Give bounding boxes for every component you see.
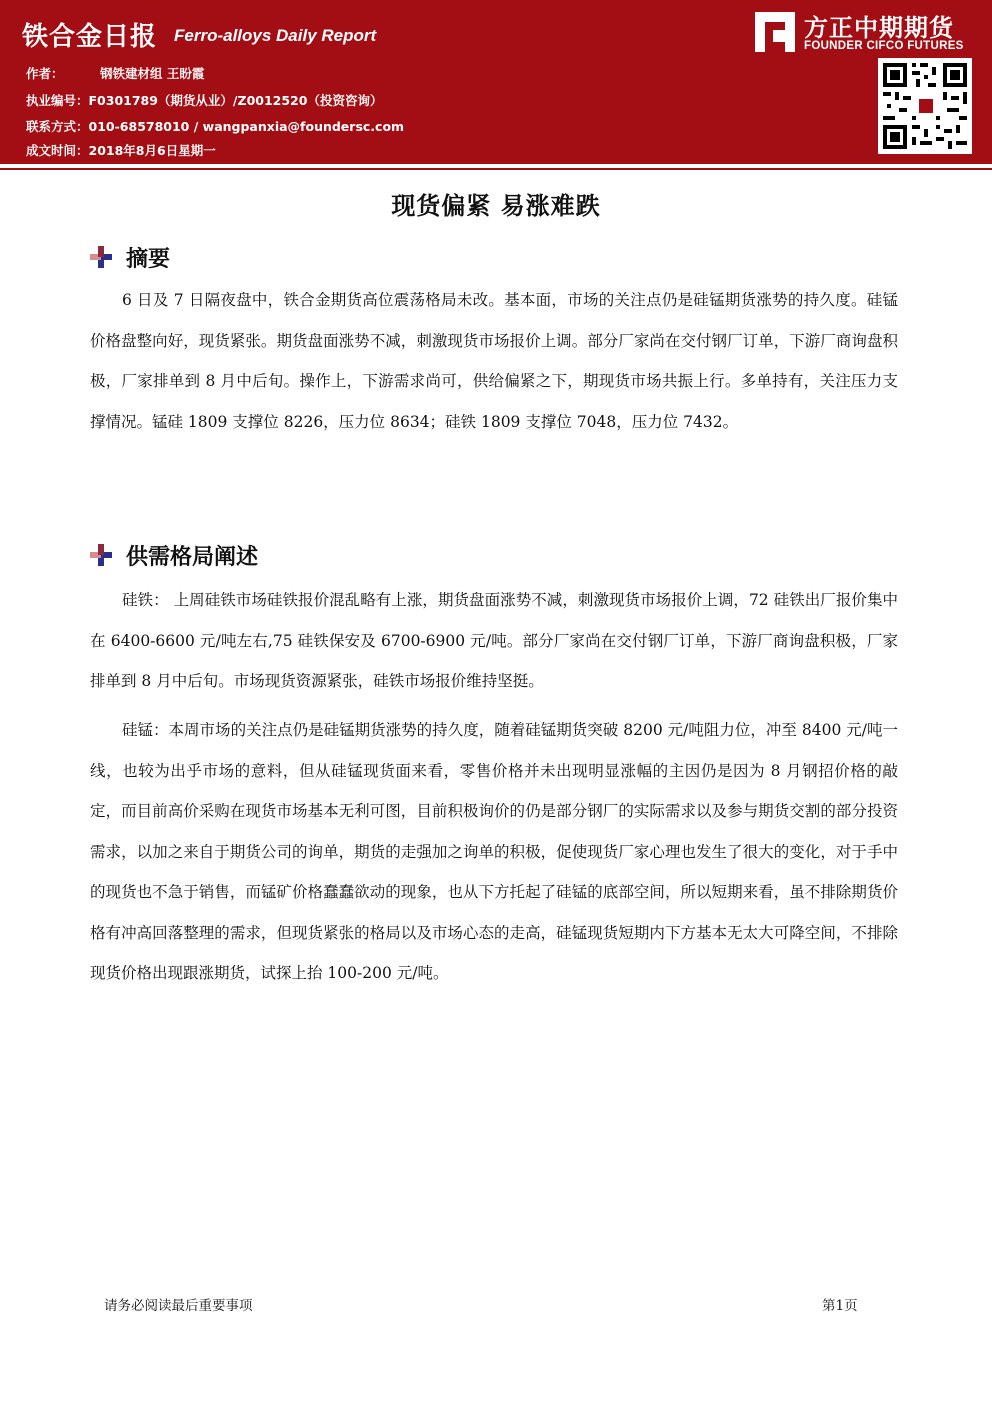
silicomanganese-paragraph: 硅锰：本周市场的关注点仍是硅锰期货涨势的持久度，随着硅锰期货突破 8200 元/吨阻力位，冲至 8400 元/吨一线，也较为出乎市场的意料，但从硅锰现货面来看，零售价格并未出现明显涨幅的主因仍是因为 8 月钢招价格的敲定，而目前高价采购在现货市场基本无利可图，目前积极询价的仍是部分钢厂的实际需求以及参与期货交割的部分投资需求，以加之来自于期货公司的询单，期货的走强加之询单的积极，促使现货厂家心理也发生了很大的变化，对于手中的现货也不急于销售，而锰矿价格蠢蠢欲动的现象，也从下方托起了硅锰的底部空间，所以短期来看，虽不排除期货价格有冲高回落整理的需求，但现货紧张的格局以及市场心态的走高，硅锰现货短期内下方基本无太大可降空间，不排除现货价格出现跟涨期货，试探上抬 100-200 元/吨。 <box>90 721 898 982</box>
date-value: 2018年8月6日星期一 <box>88 143 216 158</box>
logo-mark-icon <box>755 12 795 52</box>
license-label: 执业编号： <box>26 93 89 108</box>
date-line <box>26 141 216 159</box>
summary-paragraph: 6 日及 7 日隔夜盘中，铁合金期货高位震荡格局未改。基本面，市场的关注点仍是硅锰期货涨势的持久度。硅锰价格盘整向好，现货紧张。期货盘面涨势不减，刺激现货市场报价上调。部分厂家尚在交付钢厂订单，下游厂商询盘积极，厂家排单到 8 月中后旬。操作上，下游需求尚可，供给偏紧之下，期现货市场共振上行。多单持有，关注压力支撑情况。锰硅 1809 支撑位 8226，压力位 8634；硅铁 1809 支撑位 7048，压力位 7432。 <box>90 291 898 431</box>
report-title: 铁合金日报 <box>22 22 158 52</box>
contact-label: 联系方式： <box>26 119 89 134</box>
section-bullet-icon <box>90 544 112 566</box>
ferrosilicon-paragraph: 硅铁： 上周硅铁市场硅铁报价混乱略有上涨，期货盘面涨势不减，刺激现货市场报价上调，72 硅铁出厂报价集中在 6400-6600 元/吨左右,75 硅铁保安及 6700-6900 元/吨。部分厂家尚在交付钢厂订单，下游厂商询盘积极，厂家排单到 8 月中后旬。市场现货资源紧张，硅铁市场报价维持坚挺。 <box>90 591 898 690</box>
section-title: 摘要 <box>126 247 171 272</box>
logo-name-cn: 方正中期期货 <box>804 14 954 42</box>
license-value: F0301789（期货从业）/Z0012520（投资咨询） <box>88 93 383 108</box>
author-line <box>26 64 204 82</box>
report-header <box>0 0 992 164</box>
document-title: 现货偏紧 易涨难跌 <box>391 192 601 220</box>
contact-value: 010-68578010 / wangpanxia@foundersc.com <box>88 119 405 134</box>
page-number: 第1页 <box>822 1298 858 1314</box>
footer-notice: 请务必阅读最后重要事项 <box>104 1298 253 1314</box>
contact-line <box>26 117 404 135</box>
license-line <box>26 91 382 109</box>
author-value: 钢铁建材组 王盼霞 <box>100 66 205 81</box>
company-logo <box>755 8 980 56</box>
report-subtitle: Ferro-alloys Daily Report <box>174 26 377 45</box>
author-label: 作者： <box>26 66 64 81</box>
logo-name-en: FOUNDER CIFCO FUTURES <box>804 40 964 52</box>
section-bullet-icon <box>90 246 112 268</box>
header-divider <box>0 168 992 170</box>
section-title: 供需格局阐述 <box>126 545 259 570</box>
qr-code-icon <box>878 58 972 154</box>
date-label: 成文时间： <box>26 143 89 158</box>
